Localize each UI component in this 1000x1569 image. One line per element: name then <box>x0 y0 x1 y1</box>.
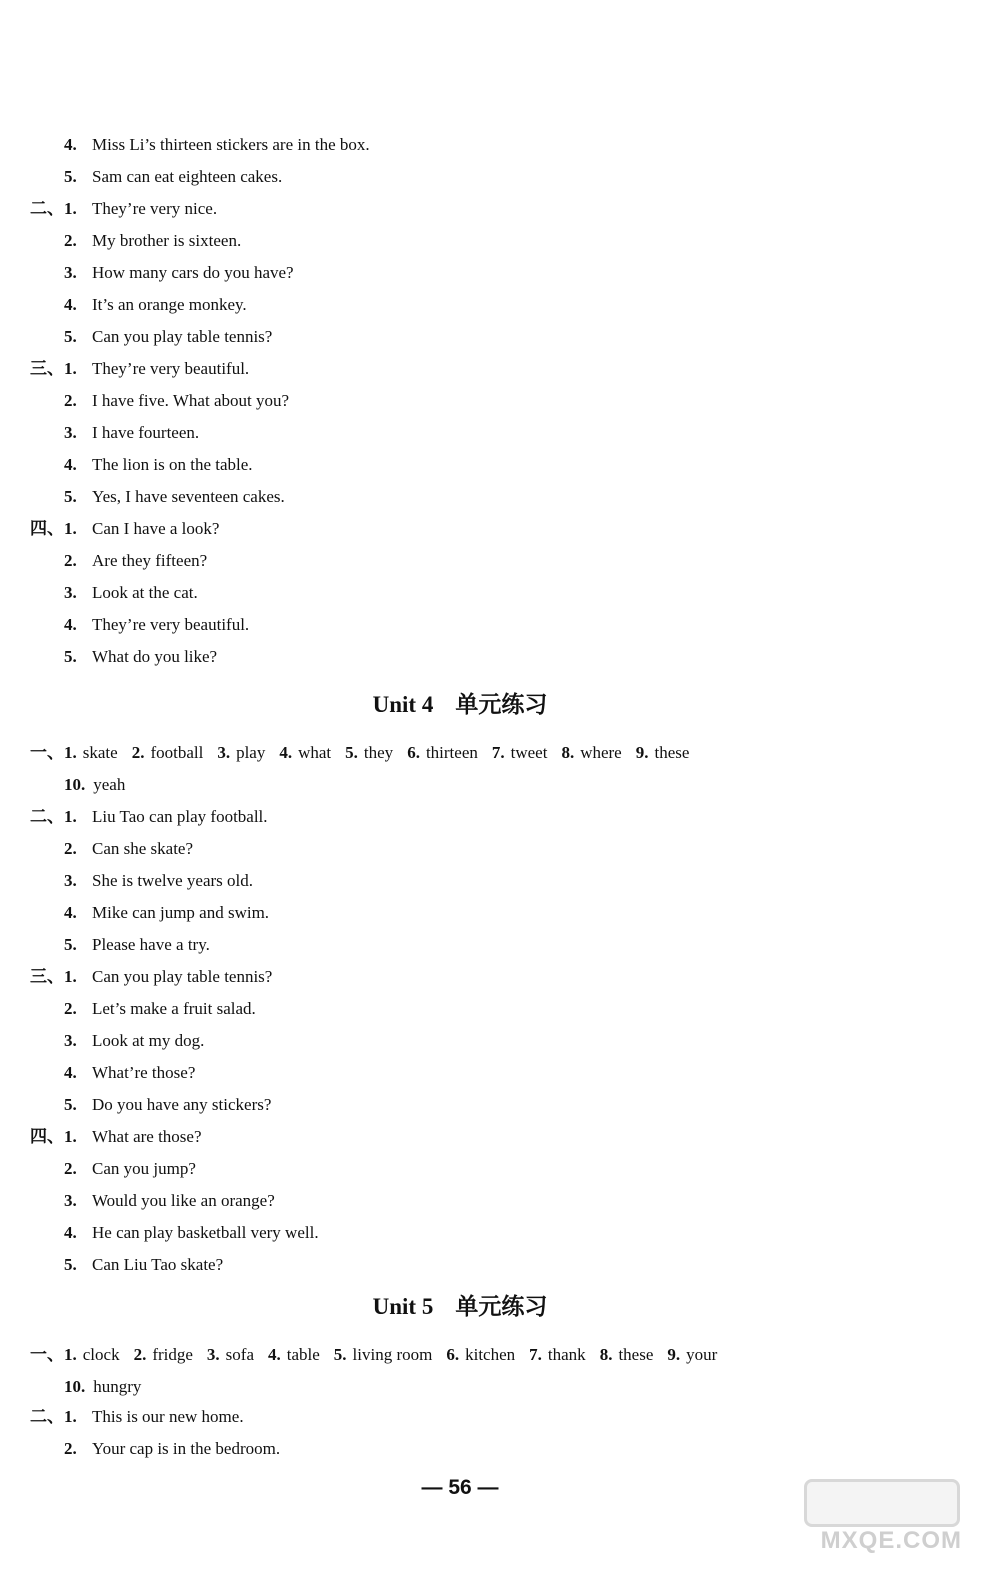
answer-line <box>64 806 268 828</box>
vocab-word: play <box>236 743 266 762</box>
answer-line <box>64 1222 319 1244</box>
answer-text: What’re those? <box>92 1063 196 1082</box>
answer-line <box>64 454 253 476</box>
item-number: 3. <box>206 1345 220 1364</box>
answer-text: Would you like an orange? <box>92 1191 275 1210</box>
item-number: 5. <box>64 1255 77 1274</box>
answer-text: This is our new home. <box>92 1407 244 1426</box>
vocab-line <box>64 742 703 764</box>
vocab-word: these <box>618 1345 654 1364</box>
answer-text: Are they fifteen? <box>92 551 208 570</box>
item-number: 2. <box>64 839 77 858</box>
answer-line <box>64 1094 271 1116</box>
vocab-item <box>492 742 548 764</box>
answer-text: How many cars do you have? <box>92 263 294 282</box>
item-number: 1. <box>64 199 77 218</box>
vocab-word: kitchen <box>465 1345 516 1364</box>
vocab-item <box>345 742 393 764</box>
answer-line <box>64 1438 280 1460</box>
vocab-word: thirteen <box>425 743 478 762</box>
answer-text: What do you like? <box>92 647 218 666</box>
item-number: 4. <box>64 295 77 314</box>
unit-title-en: Unit 5 <box>372 1294 434 1319</box>
answer-line <box>64 1406 244 1428</box>
page-number: — 56 — <box>421 1476 499 1499</box>
answer-line <box>64 838 193 860</box>
answer-line <box>64 1190 275 1212</box>
answer-text: Can you play table tennis? <box>92 967 273 986</box>
vocab-item <box>446 1344 515 1366</box>
item-number: 2. <box>64 999 77 1018</box>
section-label: 二、 <box>30 1407 64 1427</box>
answer-text: She is twelve years old. <box>92 871 253 890</box>
answer-text: Can I have a look? <box>92 519 220 538</box>
answer-text: My brother is sixteen. <box>92 231 242 250</box>
vocab-item <box>134 1344 193 1366</box>
item-number: 1. <box>64 519 77 538</box>
item-number: 4. <box>279 743 293 762</box>
section-label: 四、 <box>30 1127 64 1147</box>
item-number: 10. <box>64 1377 86 1396</box>
answer-text: They’re very beautiful. <box>92 615 250 634</box>
section-label: 三、 <box>30 967 64 987</box>
item-number: 1. <box>64 1407 77 1426</box>
item-number: 1. <box>64 1345 77 1364</box>
item-number: 6. <box>446 1345 460 1364</box>
item-number: 8. <box>599 1345 613 1364</box>
answer-text: Your cap is in the bedroom. <box>92 1439 281 1458</box>
answer-line <box>64 998 256 1020</box>
answer-text: They’re very beautiful. <box>92 359 250 378</box>
item-number: 8. <box>561 743 575 762</box>
vocab-item <box>636 742 690 764</box>
item-number: 1. <box>64 743 77 762</box>
item-number: 4. <box>64 1223 77 1242</box>
item-number: 3. <box>217 743 231 762</box>
item-number: 3. <box>64 263 77 282</box>
item-number: 4. <box>64 615 77 634</box>
vocab-word: what <box>298 743 332 762</box>
vocab-item <box>667 1344 717 1366</box>
answer-line <box>64 294 247 316</box>
section-label: 三、 <box>30 359 64 379</box>
watermark-text: MXQE.COM <box>820 1527 962 1554</box>
vocab-item <box>207 1344 254 1366</box>
answer-line <box>64 614 249 636</box>
answer-line <box>64 422 199 444</box>
vocab-word: living room <box>352 1345 433 1364</box>
vocab-item <box>279 742 331 764</box>
vocab-word: where <box>580 743 622 762</box>
item-number: 3. <box>64 871 77 890</box>
answer-text: I have five. What about you? <box>92 391 290 410</box>
item-number: 3. <box>64 423 77 442</box>
answer-line <box>64 262 294 284</box>
unit-title-cn: 单元练习 <box>455 692 548 718</box>
section-label: 一、 <box>30 743 64 763</box>
answer-line <box>64 166 282 188</box>
answer-text: Let’s make a fruit salad. <box>92 999 256 1018</box>
section-label: 二、 <box>30 807 64 827</box>
section-label: 二、 <box>30 199 64 219</box>
answer-line <box>64 134 370 156</box>
vocab-word: tweet <box>510 743 548 762</box>
vocab-word: football <box>150 743 204 762</box>
answer-line <box>64 1254 223 1276</box>
vocab-item <box>600 1344 654 1366</box>
item-number: 5. <box>64 935 77 954</box>
item-number: 5. <box>64 327 77 346</box>
item-number: 1. <box>64 359 77 378</box>
answer-text: Sam can eat eighteen cakes. <box>92 167 283 186</box>
item-number: 9. <box>635 743 649 762</box>
unit-title <box>0 690 920 720</box>
vocab-item <box>217 742 265 764</box>
answer-line <box>64 518 219 540</box>
answer-line <box>64 902 269 924</box>
answer-line <box>64 230 241 252</box>
answer-line <box>64 550 207 572</box>
item-number: 10. <box>64 775 86 794</box>
answer-line <box>64 966 272 988</box>
item-number: 5. <box>345 743 358 762</box>
section-label: 一、 <box>30 1345 64 1365</box>
item-number: 3. <box>64 1191 77 1210</box>
vocab-item <box>334 1344 433 1366</box>
answer-text: They’re very nice. <box>92 199 218 218</box>
item-number: 4. <box>64 455 77 474</box>
answer-text: Do you have any stickers? <box>92 1095 272 1114</box>
answer-text: Mike can jump and swim. <box>92 903 270 922</box>
unit-title-cn: 单元练习 <box>455 1294 548 1320</box>
answer-text: Yes, I have seventeen cakes. <box>92 487 285 506</box>
item-number: 2. <box>64 1439 77 1458</box>
answer-text: He can play basketball very well. <box>92 1223 319 1242</box>
vocab-word: thank <box>547 1345 586 1364</box>
vocab-item <box>64 1344 120 1366</box>
answer-text: Please have a try. <box>92 935 210 954</box>
item-number: 6. <box>407 743 420 762</box>
item-number: 2. <box>64 391 77 410</box>
answer-line <box>64 486 285 508</box>
answer-text: Miss Li’s thirteen stickers are in the box. <box>92 135 370 154</box>
answer-text: What are those? <box>92 1127 202 1146</box>
answer-line <box>64 198 217 220</box>
unit-title <box>0 1292 920 1322</box>
vocab-item <box>561 742 621 764</box>
vocab-line-2 <box>64 774 125 796</box>
answer-text: It’s an orange monkey. <box>92 295 247 314</box>
answer-line <box>64 870 253 892</box>
answer-text: Look at the cat. <box>92 583 198 602</box>
section-label: 四、 <box>30 519 64 539</box>
item-number: 7. <box>491 743 505 762</box>
item-number: 7. <box>529 1345 542 1364</box>
item-number: 3. <box>64 583 77 602</box>
vocab-word: yeah <box>93 775 126 794</box>
item-number: 2. <box>64 551 77 570</box>
watermark-logo <box>802 1491 982 1561</box>
vocab-word: these <box>654 743 690 762</box>
vocab-word: clock <box>82 1345 120 1364</box>
vocab-item <box>529 1344 586 1366</box>
vocab-word: fridge <box>152 1345 193 1364</box>
answer-line <box>64 326 272 348</box>
answer-text: Look at my dog. <box>92 1031 205 1050</box>
answer-text: Can you jump? <box>92 1159 196 1178</box>
vocab-item <box>64 742 118 764</box>
vocab-line <box>64 1344 731 1366</box>
answer-line <box>64 1158 196 1180</box>
answer-line <box>64 1062 195 1084</box>
answer-line <box>64 582 198 604</box>
answer-text: Liu Tao can play football. <box>92 807 268 826</box>
answer-text: Can you play table tennis? <box>92 327 273 346</box>
answer-text: The lion is on the table. <box>92 455 253 474</box>
vocab-word: skate <box>82 743 118 762</box>
item-number: 2. <box>133 1345 147 1364</box>
vocab-word: sofa <box>225 1345 254 1364</box>
vocab-word: table <box>286 1345 320 1364</box>
item-number: 4. <box>64 135 77 154</box>
answer-line <box>64 1030 204 1052</box>
item-number: 1. <box>64 807 77 826</box>
answer-line <box>64 646 217 668</box>
item-number: 3. <box>64 1031 77 1050</box>
answer-text: Can she skate? <box>92 839 194 858</box>
item-number: 5. <box>333 1345 347 1364</box>
item-number: 2. <box>64 1159 77 1178</box>
item-number: 4. <box>64 903 77 922</box>
vocab-item <box>407 742 478 764</box>
item-number: 2. <box>64 231 77 250</box>
item-number: 5. <box>64 1095 77 1114</box>
answer-line <box>64 358 249 380</box>
answer-text: I have fourteen. <box>92 423 200 442</box>
item-number: 1. <box>64 967 77 986</box>
item-number: 4. <box>64 1063 77 1082</box>
vocab-word: hungry <box>93 1377 142 1396</box>
item-number: 5. <box>64 487 77 506</box>
answer-line <box>64 390 289 412</box>
vocab-line-2 <box>64 1376 141 1398</box>
vocab-item <box>132 742 204 764</box>
item-number: 5. <box>64 647 77 666</box>
vocab-word: they <box>363 743 394 762</box>
answer-text: Can Liu Tao skate? <box>92 1255 224 1274</box>
unit-title-en: Unit 4 <box>372 692 434 717</box>
vocab-item <box>268 1344 320 1366</box>
item-number: 4. <box>268 1345 281 1364</box>
item-number: 9. <box>667 1345 681 1364</box>
answer-line <box>64 1126 202 1148</box>
item-number: 2. <box>131 743 145 762</box>
logo-badge <box>804 1479 960 1527</box>
item-number: 1. <box>64 1127 77 1146</box>
answer-line <box>64 934 210 956</box>
vocab-word: your <box>686 1345 718 1364</box>
item-number: 5. <box>64 167 77 186</box>
